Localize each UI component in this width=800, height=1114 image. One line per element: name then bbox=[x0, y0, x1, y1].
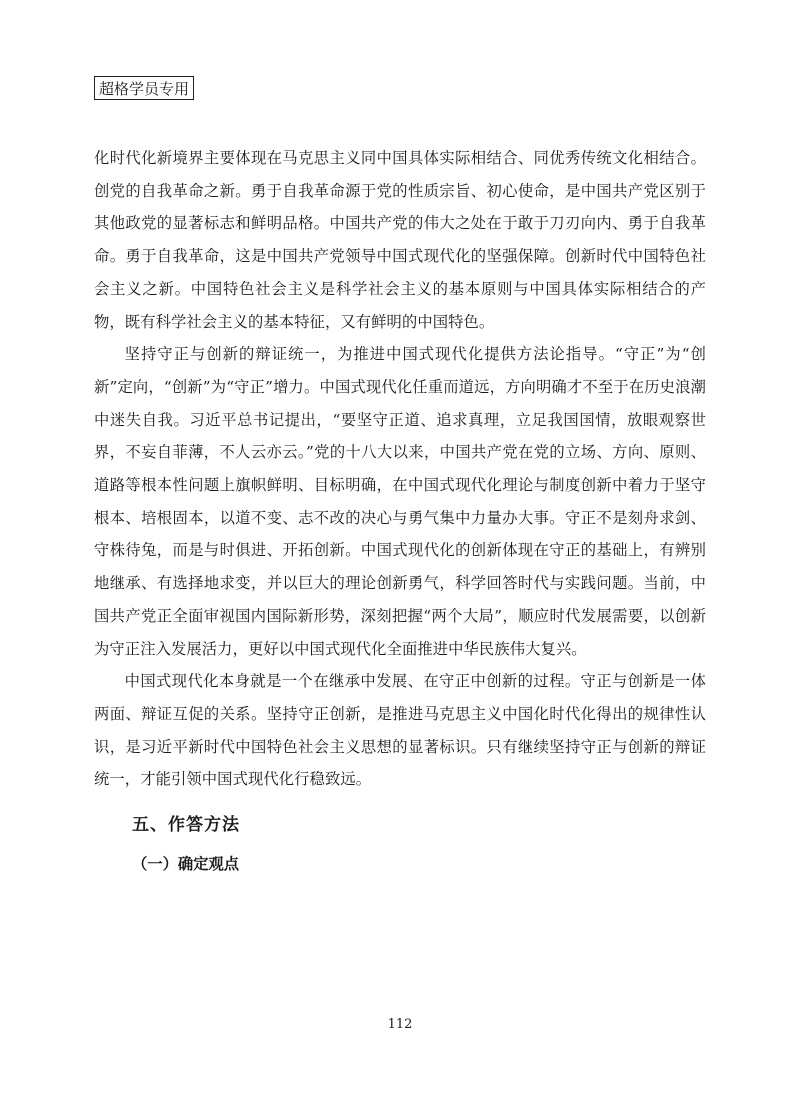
page-number: 112 bbox=[387, 1017, 413, 1032]
body-text bbox=[94, 142, 706, 796]
paragraph-2: 坚持守正与创新的辩证统一，为推进中国式现代化提供方法论指导。“守正”为“创新”定向，“创新”为“守正”增力。中国式现代化任重而道远，方向明确才不至于在历史浪潮中迷失自我。习近平总书记提出，“要坚守正道、追求真理，立足我国国情，放眼观察世界，不妄自菲薄，不人云亦云。”党的十八大以来，中国共产党在党的立场、方向、原则、道路等根本性问题上旗帜鲜明、目标明确，在中国式现代化理论与制度创新中着力于坚守根本、培根固本，以道不变、志不改的决心与勇气集中力量办大事。守正不是刻舟求剑、守株待兔，而是与时俱进、开拓创新。中国式现代化的创新体现在守正的基础上，有辨别地继承、有选择地求变，并以巨大的理论创新勇气，科学回答时代与实践问题。当前，中国共产党正全面审视国内国际新形势，深刻把握“两个大局”，顺应时代发展需要，以创新为守正注入发展活力，更好以中国式现代化全面推进中华民族伟大复兴。 bbox=[94, 345, 706, 658]
paragraph-3: 中国式现代化本身就是一个在继承中发展、在守正中创新的过程。守正与创新是一体两面、辩证互促的关系。坚持守正创新，是推进马克思主义中国化时代化得出的规律性认识，是习近平新时代中国特色社会主义思想的显著标识。只有继续坚持守正与创新的辩证统一，才能引领中国式现代化行稳致远。 bbox=[94, 672, 706, 789]
section-heading: 五、作答方法 bbox=[132, 815, 240, 835]
paragraph-1: 化时代化新境界主要体现在马克思主义同中国具体实际相结合、同优秀传统文化相结合。创党的自我革命之新。勇于自我革命源于党的性质宗旨、初心使命，是中国共产党区别于其他政党的显著标志和鲜明品格。中国共产党的伟大之处在于敢于刀刃向内、勇于自我革命。勇于自我革命，这是中国共产党领导中国式现代化的坚强保障。创新时代中国特色社会主义之新。中国特色社会主义是科学社会主义的基本原则与中国具体实际相结合的产物，既有科学社会主义的基本特征，又有鲜明的中国特色。 bbox=[94, 149, 706, 331]
header-label: 超格学员专用 bbox=[94, 76, 194, 100]
subsection-heading: （一）确定观点 bbox=[132, 855, 240, 873]
